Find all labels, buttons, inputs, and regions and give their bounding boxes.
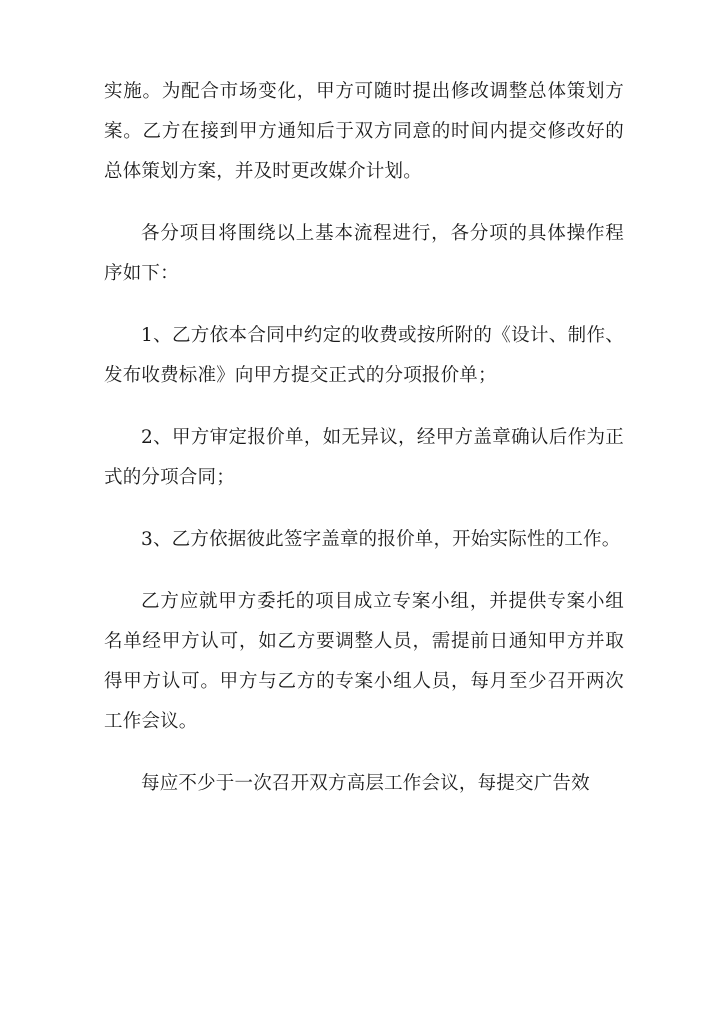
- paragraph: 3、乙方依据彼此签字盖章的报价单，开始实际性的工作。: [141, 529, 621, 550]
- paragraph: 各分项目将围绕以上基本流程进行，各分项的具体操作程序如下：: [104, 223, 624, 284]
- paragraph: 2、甲方审定报价单，如无异议，经甲方盖章确认后作为正式的分项合同；: [104, 427, 624, 488]
- paragraph: 每应不少于一次召开双方高层工作会议，每提交广告效: [141, 773, 590, 794]
- document-text-body: [104, 72, 624, 804]
- paragraph: 1、乙方依本合同中约定的收费或按所附的《设计、制作、发布收费标准》向甲方提交正式的分项报价单；: [104, 325, 624, 386]
- paragraph: 乙方应就甲方委托的项目成立专案小组，并提供专案小组名单经甲方认可，如乙方要调整人员，需提前日通知甲方并取得甲方认可。甲方与乙方的专案小组人员，每月至少召开两次工作会议。: [104, 591, 624, 732]
- paragraph: 实施。为配合市场变化，甲方可随时提出修改调整总体策划方案。乙方在接到甲方通知后于双方同意的时间内提交修改好的总体策划方案，并及时更改媒介计划。: [104, 81, 624, 182]
